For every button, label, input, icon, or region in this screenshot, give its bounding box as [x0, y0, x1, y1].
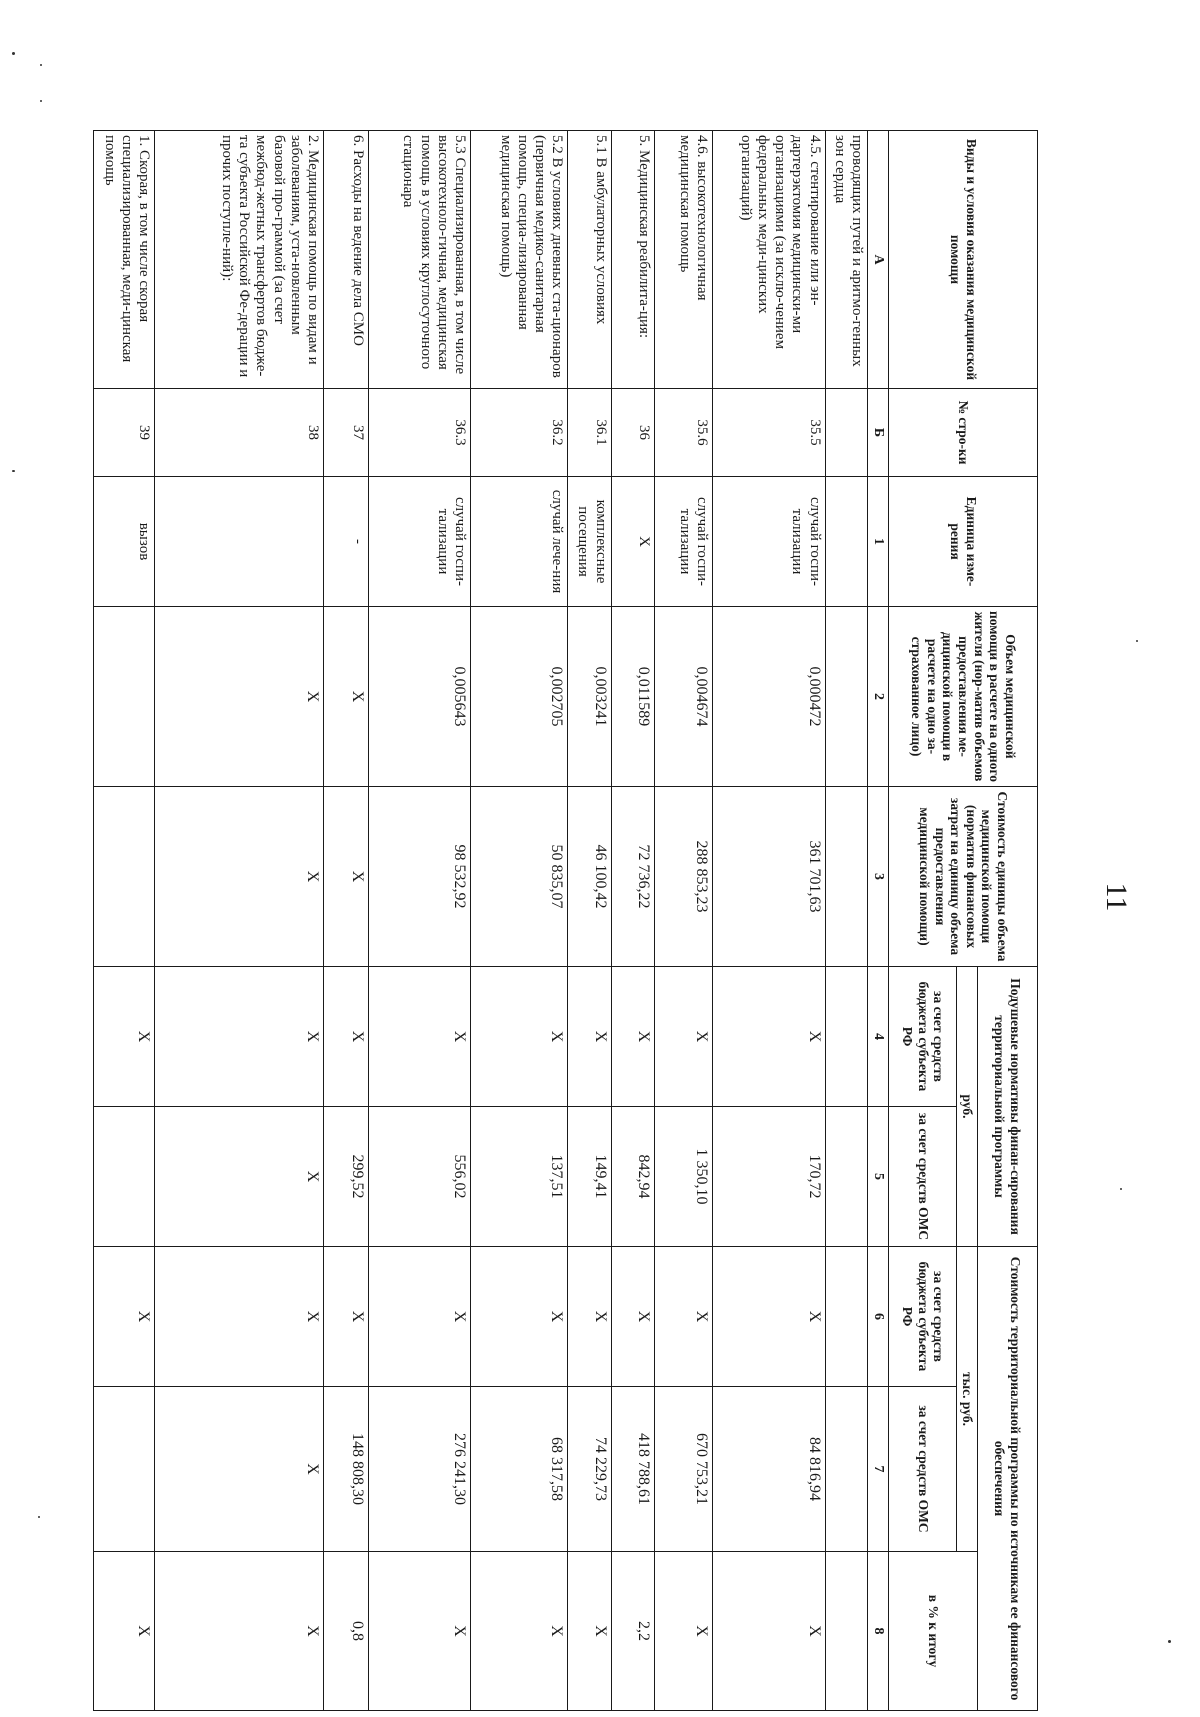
- header-col-2: Объем медицинской помощи в расчете на одного жителя (нор-матив объемов предоставления ме-дицинской помощи в расчете на одно за-страхованное лицо): [889, 607, 1038, 787]
- row-name-cell: 4.5. стентирование или эн-дартерэктомия медицински-ми организациями (за исклю-чением федеральных меди-цинских организаций): [713, 131, 825, 389]
- row-value-cell: 39: [94, 389, 155, 477]
- scan-speck: [38, 1516, 40, 1518]
- row-value-cell: 1 350,10: [654, 1107, 712, 1247]
- row-value-cell: X: [713, 1552, 825, 1711]
- row-value-cell: 74 229,73: [568, 1387, 611, 1552]
- row-value-cell: X: [155, 1107, 324, 1247]
- row-value-cell: X: [155, 787, 324, 967]
- row-value-cell: 0,003241: [568, 607, 611, 787]
- index-cell: 1: [868, 477, 889, 607]
- scan-speck: [1136, 640, 1138, 642]
- row-value-cell: случай госпи-тализации: [369, 477, 471, 607]
- row-value-cell: [94, 1387, 155, 1552]
- row-value-cell: X: [94, 1247, 155, 1387]
- table-row: [654, 131, 712, 1711]
- header-col-7: за счет средств ОМС: [889, 1387, 957, 1552]
- row-value-cell: 137,51: [471, 1107, 568, 1247]
- row-value-cell: случай лече-ния: [471, 477, 568, 607]
- scan-speck: [1120, 1188, 1122, 1190]
- row-value-cell: 50 835,07: [471, 787, 568, 967]
- row-value-cell: X: [713, 967, 825, 1107]
- row-value-cell: X: [568, 1552, 611, 1711]
- row-name-cell: 5.3 Специализированная, в том числе высокотехноло-гичная, медицинская помощь в условиях круглосуточного стационара: [369, 131, 471, 389]
- row-value-cell: 68 317,58: [471, 1387, 568, 1552]
- header-col-5: за счет средств ОМС: [889, 1107, 957, 1247]
- row-value-cell: 0,005643: [369, 607, 471, 787]
- row-value-cell: 2,2: [611, 1552, 654, 1711]
- header-col-6: за счет средств бюджета субъекта РФ: [889, 1247, 957, 1387]
- header-col-b: № стро-ки: [889, 389, 1038, 477]
- row-value-cell: [94, 1107, 155, 1247]
- row-value-cell: X: [155, 967, 324, 1107]
- row-value-cell: 35.5: [713, 389, 825, 477]
- row-value-cell: X: [94, 1552, 155, 1711]
- row-name-cell: 5.1 В амбулаторных условиях: [568, 131, 611, 389]
- row-value-cell: X: [471, 1552, 568, 1711]
- scan-speck: [12, 52, 15, 55]
- index-cell: 2: [868, 607, 889, 787]
- row-name-cell: 1. Скорая, в том числе скорая специализированная, меди-цинская помощь: [94, 131, 155, 389]
- table-row: [713, 131, 825, 1711]
- header-group-4-5: Подушевые нормативы финан-сирования территориальной программы: [978, 967, 1038, 1247]
- header-col-a: Виды и условия оказания медицинской помощи: [889, 131, 1038, 389]
- table-row: [94, 131, 155, 1711]
- row-value-cell: X: [324, 1247, 369, 1387]
- row-value-cell: 299,52: [324, 1107, 369, 1247]
- index-row: [868, 131, 889, 1711]
- scan-speck: [40, 64, 42, 66]
- row-value-cell: X: [568, 967, 611, 1107]
- header-col-3: Стоимость единицы объема медицинской помощи (норматив финансовых затрат на единицу объема предоставления медицинской помощи): [889, 787, 1038, 967]
- row-value-cell: X: [654, 967, 712, 1107]
- row-value-cell: 36.2: [471, 389, 568, 477]
- page-number: 11: [1100, 882, 1133, 912]
- table-row: [369, 131, 471, 1711]
- row-value-cell: 0,002705: [471, 607, 568, 787]
- row-value-cell: [825, 1247, 868, 1387]
- header-col-8: в % к итогу: [889, 1552, 978, 1711]
- scan-speck: [1168, 1640, 1171, 1643]
- table-row: [155, 131, 324, 1711]
- row-value-cell: [825, 1387, 868, 1552]
- row-value-cell: [825, 1552, 868, 1711]
- row-value-cell: [825, 607, 868, 787]
- index-cell: 8: [868, 1552, 889, 1711]
- row-value-cell: 288 853,23: [654, 787, 712, 967]
- row-value-cell: X: [471, 1247, 568, 1387]
- row-value-cell: 0,000472: [713, 607, 825, 787]
- index-cell: А: [868, 131, 889, 389]
- row-value-cell: X: [324, 787, 369, 967]
- row-value-cell: X: [369, 1552, 471, 1711]
- row-value-cell: 0,004674: [654, 607, 712, 787]
- header-group-6-8: Стоимость территориальной программы по источникам ее финансового обеспечения: [978, 1247, 1038, 1711]
- row-value-cell: X: [369, 1247, 471, 1387]
- scan-speck: [40, 100, 42, 102]
- row-value-cell: 170,72: [713, 1107, 825, 1247]
- row-name-cell: 5.2 В условиях дневных ста-ционаров (первичная медико-санитарная помощь, специа-лизированная медицинская помощь): [471, 131, 568, 389]
- row-value-cell: X: [654, 1247, 712, 1387]
- index-cell: Б: [868, 389, 889, 477]
- row-value-cell: X: [155, 1387, 324, 1552]
- row-value-cell: случай госпи-тализации: [654, 477, 712, 607]
- financing-table: [93, 130, 1038, 1711]
- index-cell: 4: [868, 967, 889, 1107]
- table-body: [94, 131, 868, 1711]
- index-cell: 3: [868, 787, 889, 967]
- row-value-cell: X: [471, 967, 568, 1107]
- table-row: [324, 131, 369, 1711]
- row-value-cell: 670 753,21: [654, 1387, 712, 1552]
- row-value-cell: X: [654, 1552, 712, 1711]
- row-value-cell: 37: [324, 389, 369, 477]
- row-value-cell: [155, 477, 324, 607]
- table-row: [471, 131, 568, 1711]
- row-name-cell: проводящих путей и аритмо-генных зон сердца: [825, 131, 868, 389]
- row-value-cell: [94, 607, 155, 787]
- row-value-cell: 36.1: [568, 389, 611, 477]
- row-value-cell: [825, 477, 868, 607]
- row-value-cell: [825, 787, 868, 967]
- index-cell: 5: [868, 1107, 889, 1247]
- row-value-cell: [94, 787, 155, 967]
- header-unit-rub: руб.: [957, 967, 978, 1247]
- row-value-cell: 361 701,63: [713, 787, 825, 967]
- row-value-cell: 148 808,30: [324, 1387, 369, 1552]
- row-value-cell: X: [94, 967, 155, 1107]
- row-name-cell: 5. Медицинская реабилита-ция:: [611, 131, 654, 389]
- row-value-cell: 38: [155, 389, 324, 477]
- header-col-1: Единица изме-рения: [889, 477, 1038, 607]
- row-value-cell: [825, 389, 868, 477]
- table-row: [611, 131, 654, 1711]
- row-value-cell: 418 788,61: [611, 1387, 654, 1552]
- row-value-cell: 35.6: [654, 389, 712, 477]
- table-row: [568, 131, 611, 1711]
- row-value-cell: -: [324, 477, 369, 607]
- row-value-cell: X: [611, 477, 654, 607]
- header-col-4: за счет средств бюджета субъекта РФ: [889, 967, 957, 1107]
- row-value-cell: 149,41: [568, 1107, 611, 1247]
- row-value-cell: X: [324, 607, 369, 787]
- row-value-cell: X: [155, 1247, 324, 1387]
- row-value-cell: случай госпи-тализации: [713, 477, 825, 607]
- row-value-cell: 36.3: [369, 389, 471, 477]
- row-value-cell: 0,011589: [611, 607, 654, 787]
- row-value-cell: 98 532,92: [369, 787, 471, 967]
- row-value-cell: X: [611, 1247, 654, 1387]
- row-value-cell: 842,94: [611, 1107, 654, 1247]
- index-cell: 7: [868, 1387, 889, 1552]
- row-name-cell: 4.6. высокотехнологичная медицинская помощь: [654, 131, 712, 389]
- row-value-cell: X: [568, 1247, 611, 1387]
- row-value-cell: X: [155, 607, 324, 787]
- row-name-cell: 2. Медицинская помощь по видам и заболеваниям, уста-новленным базовой про-граммой (за счет межбюд-жетных трансфертов бюдже-та субъекта Российской Фе-дерации и прочих поступле-ний):: [155, 131, 324, 389]
- row-value-cell: [825, 967, 868, 1107]
- rotated-table-wrapper: [93, 130, 1038, 1710]
- row-value-cell: X: [369, 967, 471, 1107]
- row-value-cell: X: [713, 1247, 825, 1387]
- row-value-cell: 276 241,30: [369, 1387, 471, 1552]
- row-value-cell: вызов: [94, 477, 155, 607]
- row-value-cell: X: [324, 967, 369, 1107]
- row-value-cell: 84 816,94: [713, 1387, 825, 1552]
- row-value-cell: 36: [611, 389, 654, 477]
- row-value-cell: комплексные посещения: [568, 477, 611, 607]
- index-cell: 6: [868, 1247, 889, 1387]
- row-value-cell: X: [155, 1552, 324, 1711]
- row-value-cell: 0,8: [324, 1552, 369, 1711]
- row-value-cell: [825, 1107, 868, 1247]
- scan-speck: [12, 470, 15, 472]
- row-value-cell: 72 736,22: [611, 787, 654, 967]
- row-value-cell: 46 100,42: [568, 787, 611, 967]
- row-value-cell: X: [611, 967, 654, 1107]
- table-row: [825, 131, 868, 1711]
- row-name-cell: 6. Расходы на ведение дела СМО: [324, 131, 369, 389]
- header-unit-thousand: тыс. руб.: [957, 1247, 978, 1552]
- row-value-cell: 556,02: [369, 1107, 471, 1247]
